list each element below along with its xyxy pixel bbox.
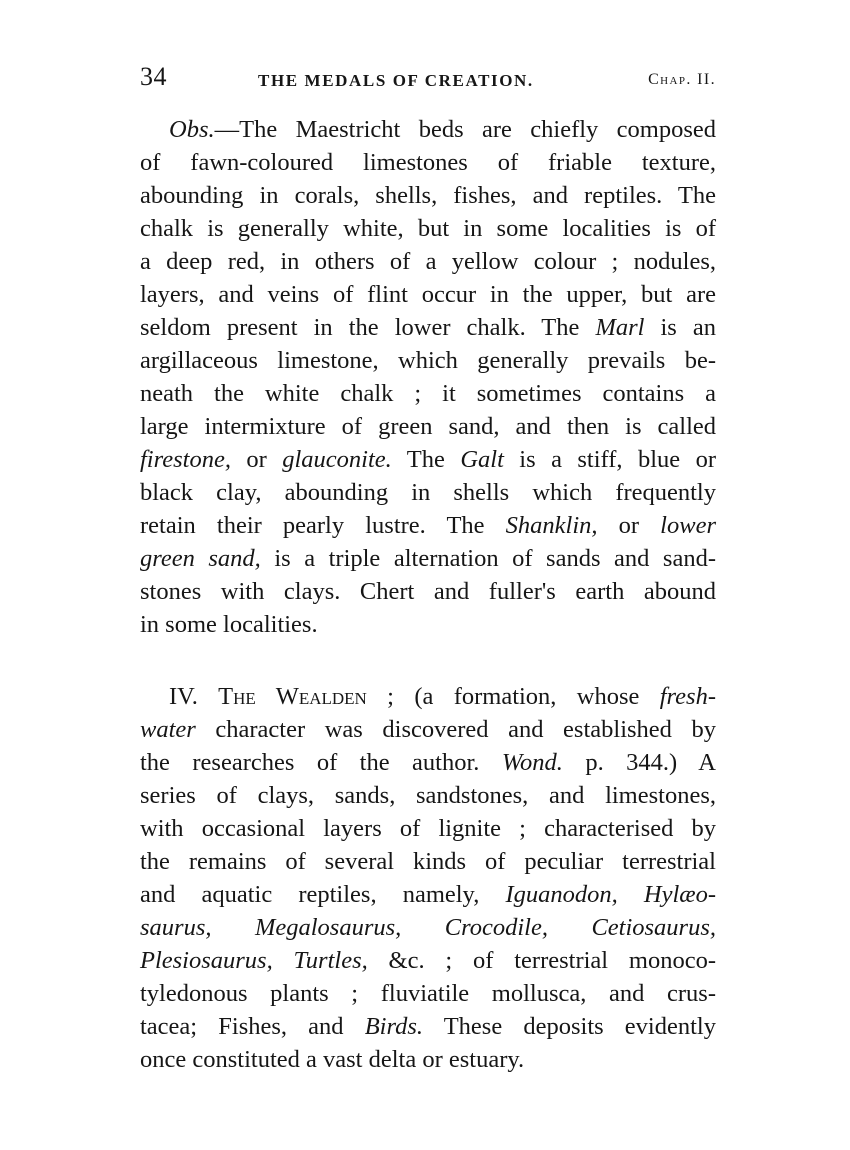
text-run: of fawn-coloured limestones of friable texture, — [140, 149, 716, 176]
page-number: 34 — [140, 62, 167, 91]
text-run: is an — [644, 314, 716, 341]
text-line — [140, 680, 716, 713]
italic-term: Turtles, — [293, 947, 368, 974]
italic-term: Hylæo- — [643, 881, 717, 908]
text-line — [140, 779, 716, 812]
text-run: is a triple alternation of sands and sand- — [260, 545, 716, 572]
text-run: abounding in corals, shells, fishes, and reptiles. The — [140, 182, 716, 209]
text-run: the researches of the author. — [140, 749, 502, 776]
text-run: is a stiff, blue or — [503, 446, 716, 473]
text-run: with occasional layers of lignite ; characterised by — [140, 815, 716, 842]
text-run: chalk is generally white, but in some localities is of — [140, 215, 716, 242]
text-line — [140, 311, 716, 344]
italic-term: firestone, — [140, 446, 231, 473]
chapter-label: Chap. II. — [648, 71, 716, 88]
text-run: —The Maestricht beds are chiefly composed — [214, 116, 716, 143]
text-run: and aquatic reptiles, namely, — [140, 881, 506, 908]
text-run: black clay, abounding in shells which frequently — [140, 479, 716, 506]
italic-term: Cetiosaurus, — [591, 914, 716, 941]
text-run: These deposits evidently — [423, 1013, 716, 1040]
text-line — [140, 812, 716, 845]
italic-term: Wond. — [501, 749, 563, 776]
text-line — [140, 509, 716, 542]
text-line — [140, 911, 716, 944]
text-line — [140, 575, 716, 608]
text-line — [140, 443, 716, 476]
text-line — [140, 179, 716, 212]
text-line — [140, 878, 716, 911]
text-run: ; (a formation, whose — [366, 683, 660, 710]
text-line — [140, 113, 716, 146]
text-line — [140, 146, 716, 179]
text-run — [401, 914, 444, 941]
text-run: &c. ; of terrestrial monoco- — [367, 947, 716, 974]
text-run: seldom present in the lower chalk. The — [140, 314, 596, 341]
text-run — [211, 914, 254, 941]
text-run: IV. — [169, 683, 219, 710]
text-run: tyledonous plants ; fluviatile mollusca, and crus- — [140, 980, 716, 1007]
text-run: series of clays, sands, sandstones, and limestones, — [140, 782, 716, 809]
paragraph-gap — [140, 641, 716, 680]
text-line — [140, 542, 716, 575]
text-run: or — [597, 512, 661, 539]
text-line — [140, 278, 716, 311]
text-line — [140, 377, 716, 410]
text-run: once constituted a vast delta or estuary. — [140, 1046, 525, 1073]
text-line — [140, 212, 716, 245]
italic-term: Crocodile, — [444, 914, 548, 941]
italic-term: Birds. — [364, 1013, 423, 1040]
text-line — [140, 746, 716, 779]
text-line — [140, 977, 716, 1010]
text-run: neath the white chalk ; it sometimes contains a — [140, 380, 716, 407]
text-line — [140, 608, 716, 641]
text-run: or — [230, 446, 283, 473]
italic-term: Megalosaurus, — [254, 914, 402, 941]
small-caps-heading: The Wealden — [218, 683, 367, 710]
text-run — [548, 914, 591, 941]
text-line — [140, 1043, 716, 1076]
text-line — [140, 845, 716, 878]
text-run: stones with clays. Chert and fuller's earth abound — [140, 578, 716, 605]
text-run: in some localities. — [140, 611, 318, 638]
italic-term: Galt — [460, 446, 504, 473]
text-run: tacea; Fishes, and — [140, 1013, 365, 1040]
text-line — [140, 410, 716, 443]
body-text — [140, 113, 716, 1076]
running-head — [140, 62, 716, 102]
italic-term: water — [140, 716, 196, 743]
text-run — [273, 947, 294, 974]
italic-term: green sand, — [140, 545, 261, 572]
paragraph-wealden — [140, 680, 716, 1076]
text-run: layers, and veins of flint occur in the upper, but are — [140, 281, 716, 308]
text-run: The — [391, 446, 461, 473]
text-run: a deep red, in others of a yellow colour ; nodules, — [140, 248, 716, 275]
text-line — [140, 713, 716, 746]
italic-term: Iguanodon, — [505, 881, 618, 908]
text-line — [140, 944, 716, 977]
text-run: large intermixture of green sand, and then is called — [140, 413, 716, 440]
text-run: argillaceous limestone, which generally prevails be- — [140, 347, 716, 374]
text-run: p. 344.) A — [562, 749, 716, 776]
text-line — [140, 245, 716, 278]
text-run: character was discovered and established by — [195, 716, 716, 743]
italic-term: lower — [660, 512, 716, 539]
text-line — [140, 476, 716, 509]
text-run: the remains of several kinds of peculiar terrestrial — [140, 848, 716, 875]
italic-term: glauconite. — [282, 446, 392, 473]
italic-term: saurus, — [140, 914, 212, 941]
italic-term: Obs. — [169, 116, 215, 143]
text-line — [140, 1010, 716, 1043]
italic-term: Plesiosaurus, — [140, 947, 273, 974]
italic-term: fresh- — [659, 683, 716, 710]
running-title: THE MEDALS OF CREATION. — [258, 71, 534, 90]
text-run: retain their pearly lustre. The — [140, 512, 506, 539]
text-run — [618, 881, 644, 908]
italic-term: Shanklin, — [505, 512, 598, 539]
paragraph-maestricht-beds — [140, 113, 716, 641]
italic-term: Marl — [595, 314, 645, 341]
text-line — [140, 344, 716, 377]
